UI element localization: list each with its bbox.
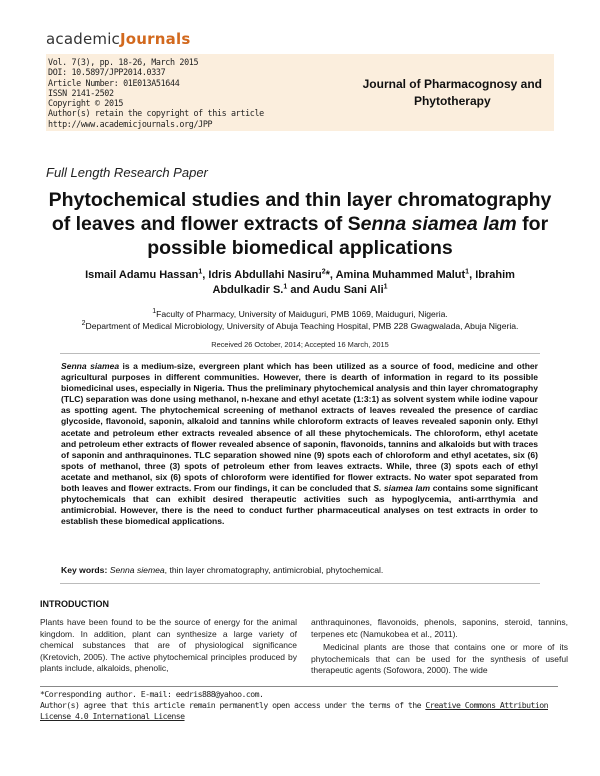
article-type: Full Length Research Paper [46, 165, 208, 180]
author-name: Audu Sani Ali [312, 284, 384, 296]
journal-name [363, 76, 542, 110]
affiliation-text: Faculty of Pharmacy, University of Maiduguri, PMB 1069, Maiduguri, Nigeria. [156, 309, 448, 319]
author-affil-sup: 1 [283, 283, 288, 291]
author-affil-sup: 1 [383, 283, 388, 291]
introduction-heading: INTRODUCTION [40, 599, 109, 609]
meta-article-number: Article Number: 01E013A51644 [48, 77, 180, 88]
affiliation-1 [40, 308, 560, 320]
author-sep: and [287, 284, 313, 296]
affiliations [40, 308, 560, 332]
footnote-divider [40, 686, 558, 687]
keywords-bottom-divider [60, 583, 540, 584]
author-affil-sup: 2 [321, 268, 326, 276]
journal-name-line1: Journal of Pharmacognosy and [362, 77, 542, 91]
author-list [58, 268, 542, 298]
intro-column-left [40, 617, 297, 675]
article-title [46, 188, 554, 260]
intro-paragraph: Medicinal plants are those that contains one or more of its phytochemicals that can be used for the synthesis of useful therapeutic agents (Sofowora, 2000). The wide [311, 642, 568, 675]
affiliation-2 [40, 320, 560, 332]
author-sep: , [469, 269, 476, 281]
license-text: Author(s) agree that this article remain permanently open access under the terms of the [40, 700, 426, 711]
intro-paragraph: Plants have been found to be the source of energy for the animal kingdom. In addition, plant can synthesize a large variety of chemical substances that are of physiological significance (Kretovich, 2005). The active phytochemical principles produced by plants include, alkaloids, phenolic, [40, 617, 297, 673]
author-sep: *, [325, 269, 336, 281]
keywords [61, 565, 539, 575]
affiliation-sup: 1 [152, 308, 157, 316]
affiliation-text: Department of Medical Microbiology, University of Abuja Teaching Hospital, PMB 228 Gwagwalada, Abuja Nigeria. [85, 321, 519, 331]
author-name: Idris Abdullahi Nasiru [208, 269, 322, 281]
meta-issn: ISSN 2141-2502 [48, 87, 114, 98]
keywords-label: Key words: [61, 565, 108, 575]
abstract-text-2: contains some significant phytochemicals that can exhibit desired therapeutic activities such as hypoglycemia, anti-arrthymia and antimicrobial. However, there is the need to conduct further pharmaceutical analyses on test extracts in order to establish these biomedical applications. [61, 483, 538, 527]
license-link[interactable]: Creative Commons Attribution License 4.0 International License [40, 700, 549, 722]
meta-copyright: Copyright © 2015 [48, 98, 124, 109]
meta-volume: Vol. 7(3), pp. 18-26, March 2015 [48, 57, 199, 67]
footnote [40, 689, 558, 723]
logo-text-academic: academic [46, 30, 121, 48]
journal-name-line2: Phytotherapy [413, 94, 491, 108]
author-name: Ibrahim Abdulkadir S. [212, 269, 515, 296]
intro-column-right [311, 617, 568, 677]
affiliation-sup: 2 [81, 320, 86, 328]
author-affil-sup: 1 [198, 268, 203, 276]
corresponding-author: *Corresponding author. E-mail: eedris888@yahoo.com. [40, 689, 264, 699]
abstract-top-divider [60, 353, 540, 354]
keywords-rest: , thin layer chromatography, antimicrobial, phytochemical. [164, 565, 384, 575]
license-statement [40, 700, 558, 722]
author-name: Amina Muhammed Malut [335, 269, 466, 281]
author-name: Ismail Adamu Hassan [85, 269, 199, 281]
meta-author-rights: Author(s) retain the copyright of this article [48, 108, 264, 119]
article-meta [48, 57, 264, 129]
title-part1: Phytochemical studies and thin layer chromatography of leaves and flower extracts of S [48, 189, 552, 235]
author-sep: , [202, 269, 209, 281]
abstract-text-1: is a medium-size, evergreen plant which has been utilized as a source of food, medicine and other agricultural purposes in different communities. However, there is dearth of information in regard to its possible biomedicinal uses, especially in Nigeria. Thus the preliminary phytochemical analysis and thin layer chromatography (TLC) separation was done using methanol, n-hexane and ethyl acetate (1:3:1) as solvent system while iodine vapour as spotting agent. The phytochemical screening of methanol extracts of leaves revealed the presence of cardiac glycoside, flavonoid, saponin, alkaloid and tannins while chloroform extracts of leaves revealed saponin only. Ethyl acetate and petroleum ether extracts revealed absence of all these phytochemicals. The chloroform, ethyl acetate and petroleum ether extracts of flower revealed absence of saponin, flavonoids, tannins and alkaloids but with traces of saponin and anthraquinones. TLC separation showed nine (9) spots each of chloroform and ethyl acetates, six (6) spots of methanol, three (3) spots of petroleum ether from leaves extracts. While, three (3) spots each of ethyl acetate and methanol, six (6) spots of chloroform were identified for flower extracts. No water spot separated from both leaves and flower extracts. From our findings, it can be concluded that [61, 361, 538, 494]
abstract [61, 361, 538, 527]
abstract-mid-italic: S. siamea lam [373, 483, 431, 494]
logo-text-journals: Journals [120, 30, 191, 48]
meta-url[interactable]: http://www.academicjournals.org/JPP [48, 118, 213, 129]
meta-doi: DOI: 10.5897/JPP2014.0337 [48, 67, 166, 78]
keywords-italic: Senna siemea [109, 565, 165, 575]
intro-paragraph: anthraquinones, flavonoids, phenols, saponins, steroid, tannins, terpenes etc (Namukobea et al., 2011). [311, 617, 568, 639]
abstract-lead-italic: Senna siamea [61, 361, 120, 371]
received-accepted-dates: Received 26 October, 2014; Accepted 16 March, 2015 [211, 340, 389, 349]
publisher-logo [46, 30, 190, 48]
title-part2: for possible biomedical applications [147, 213, 549, 259]
author-affil-sup: 1 [465, 268, 470, 276]
title-italic: enna siamea lam [360, 213, 517, 235]
